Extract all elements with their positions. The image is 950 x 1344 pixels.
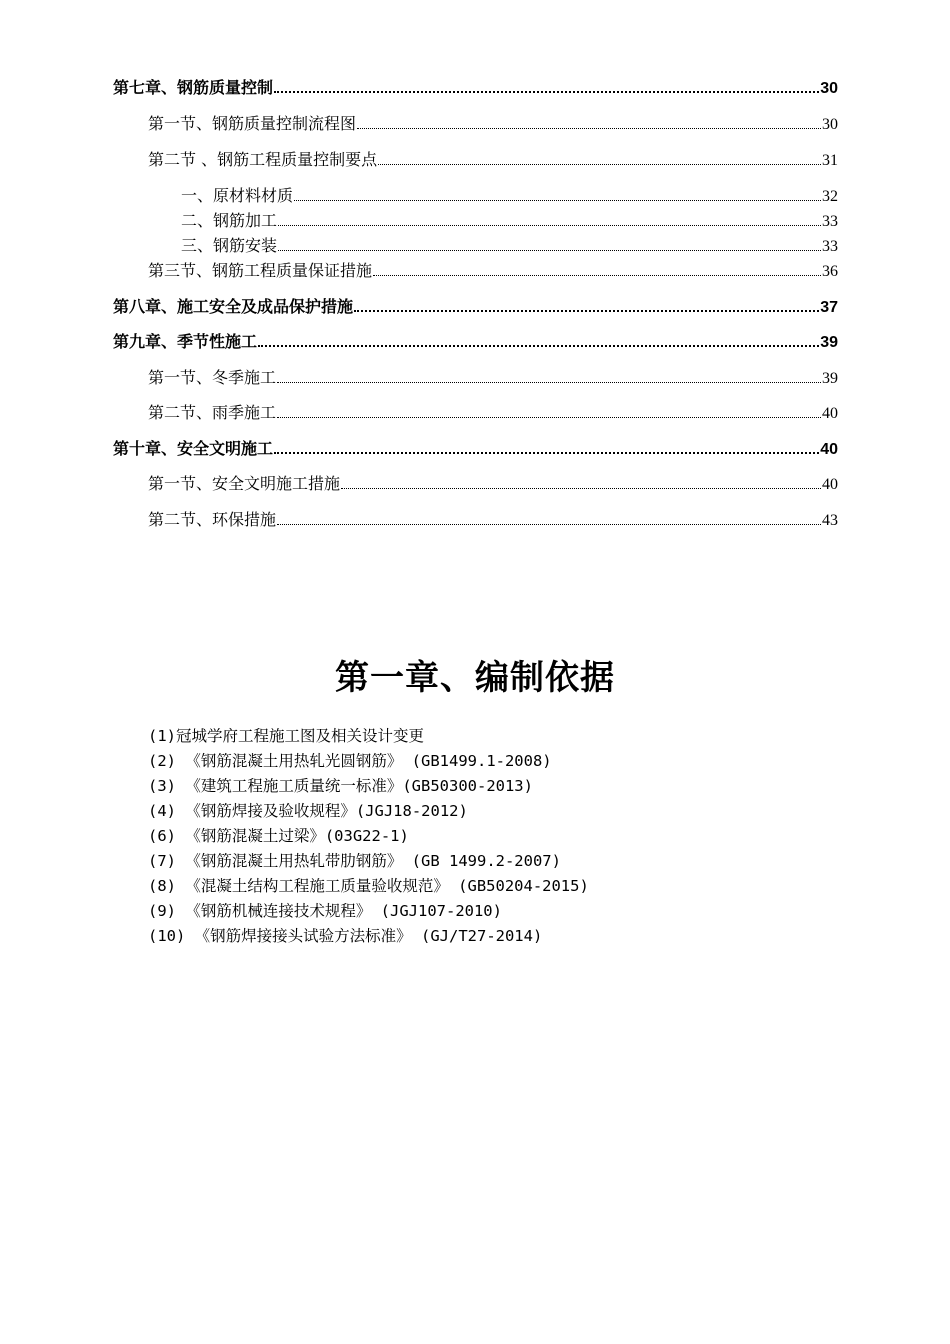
toc-entry-page: 39 (820, 334, 838, 351)
reference-item: (1)冠城学府工程施工图及相关设计变更 (148, 727, 424, 745)
toc-entry-section[interactable] (113, 506, 838, 530)
toc-leader-dots (278, 225, 821, 226)
toc-leader-dots (277, 417, 821, 418)
toc-entry-section[interactable] (113, 146, 838, 170)
toc-leader-dots (373, 275, 821, 276)
toc-entry-section[interactable] (113, 257, 838, 281)
toc-entry-title: 第十章、安全文明施工 (113, 439, 274, 458)
toc-entry-title: 第七章、钢筋质量控制 (113, 78, 274, 97)
toc-entry-page: 36 (822, 263, 838, 280)
reference-item: (8) 《混凝土结构工程施工质量验收规范》 (GB50204-2015) (148, 877, 589, 895)
toc-entry-title: 三、钢筋安装 (181, 236, 278, 255)
toc-entry-title: 第九章、季节性施工 (113, 332, 258, 351)
reference-item: (9) 《钢筋机械连接技术规程》 (JGJ107-2010) (148, 902, 502, 920)
toc-entry-title: 二、钢筋加工 (181, 211, 278, 230)
toc-entry-page: 30 (822, 116, 838, 133)
toc-entry-title: 第二节、环保措施 (148, 510, 277, 529)
reference-item: (2) 《钢筋混凝土用热轧光圆钢筋》 (GB1499.1-2008) (148, 752, 552, 770)
chapter-heading: 第一章、编制依据 (335, 658, 615, 698)
toc-entry-title: 第三节、钢筋工程质量保证措施 (148, 261, 373, 280)
reference-list (148, 724, 589, 949)
toc-entry-chapter-9[interactable] (113, 328, 838, 352)
toc-entry-page: 30 (820, 80, 838, 97)
toc-leader-dots (277, 524, 821, 525)
toc-leader-dots (274, 91, 819, 93)
toc-entry-page: 40 (820, 441, 838, 458)
toc-entry-subsection[interactable] (113, 182, 838, 206)
toc-entry-title: 第二节、雨季施工 (148, 403, 277, 422)
toc-entry-chapter-8[interactable] (113, 293, 838, 317)
toc-leader-dots (354, 310, 819, 312)
toc-leader-dots (274, 452, 819, 454)
toc-entry-page: 32 (822, 188, 838, 205)
toc-entry-section[interactable] (113, 110, 838, 134)
toc-leader-dots (378, 164, 821, 165)
toc-leader-dots (357, 128, 821, 129)
toc-entry-page: 37 (820, 299, 838, 316)
reference-item: (10) 《钢筋焊接接头试验方法标准》 (GJ/T27-2014) (148, 927, 543, 945)
toc-entry-page: 31 (822, 152, 838, 169)
toc-entry-title: 第一节、安全文明施工措施 (148, 474, 341, 493)
toc-entry-title: 第一节、冬季施工 (148, 368, 277, 387)
toc-entry-section[interactable] (113, 364, 838, 388)
reference-item: (3) 《建筑工程施工质量统一标准》(GB50300-2013) (148, 777, 533, 795)
toc-leader-dots (258, 345, 819, 347)
toc-entry-section[interactable] (113, 399, 838, 423)
toc-entry-subsection[interactable] (113, 232, 838, 256)
toc-entry-title: 第二节 、钢筋工程质量控制要点 (148, 150, 378, 169)
toc-entry-section[interactable] (113, 470, 838, 494)
toc-leader-dots (277, 382, 821, 383)
toc-entry-page: 40 (822, 476, 838, 493)
toc-leader-dots (278, 250, 821, 251)
reference-item: (4) 《钢筋焊接及验收规程》(JGJ18-2012) (148, 802, 468, 820)
toc-entry-subsection[interactable] (113, 207, 838, 231)
toc-entry-page: 39 (822, 370, 838, 387)
reference-item: (7) 《钢筋混凝土用热轧带肋钢筋》 (GB 1499.2-2007) (148, 852, 561, 870)
toc-entry-page: 43 (822, 512, 838, 529)
toc-entry-page: 33 (822, 213, 838, 230)
toc-entry-title: 一、原材料材质 (181, 186, 294, 205)
toc-entry-title: 第一节、钢筋质量控制流程图 (148, 114, 357, 133)
toc-entry-title: 第八章、施工安全及成品保护措施 (113, 297, 354, 316)
reference-item: (6) 《钢筋混凝土过梁》(03G22-1) (148, 827, 409, 845)
toc-entry-chapter-10[interactable] (113, 435, 838, 459)
toc-leader-dots (341, 488, 821, 489)
toc-entry-page: 40 (822, 405, 838, 422)
toc-entry-page: 33 (822, 238, 838, 255)
toc-entry-chapter-7[interactable] (113, 74, 838, 98)
toc-leader-dots (294, 200, 821, 201)
